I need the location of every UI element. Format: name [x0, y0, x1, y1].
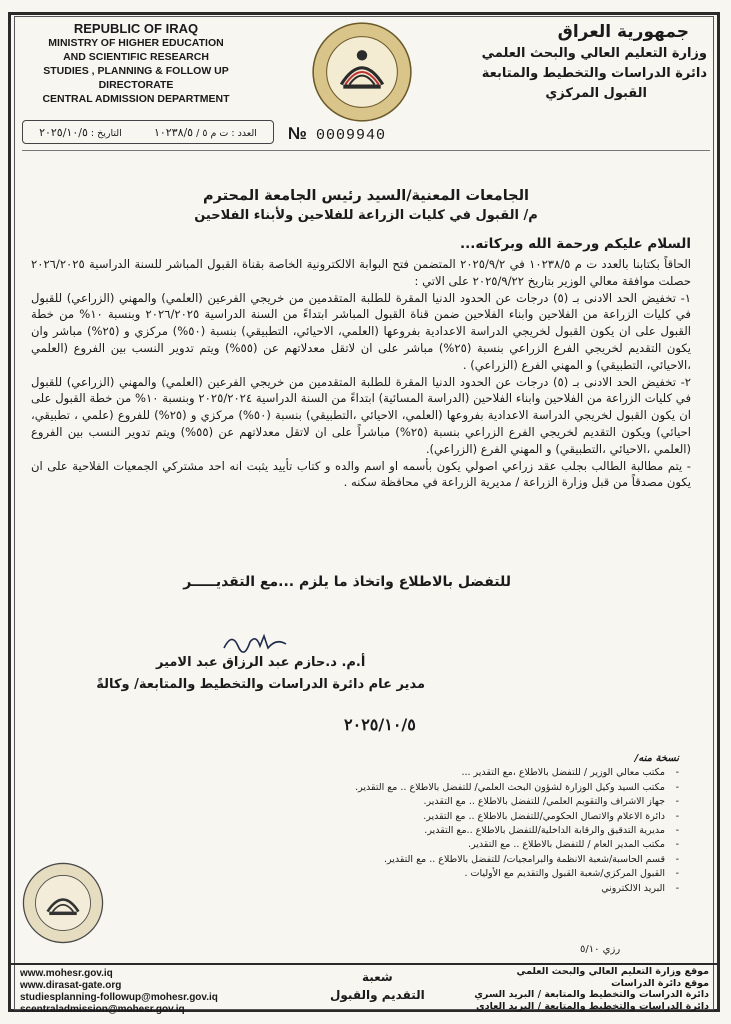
signer-block [96, 652, 425, 696]
ministry-seal-icon [310, 20, 414, 124]
signature-icon [220, 628, 290, 654]
ref-date-value: ٢٠٢٥/١٠/٥ [39, 125, 88, 139]
header-divider [22, 150, 710, 151]
footer-label: موقع وزارة التعليم العالي والبحث العلمي [516, 966, 709, 977]
paragraph-item-2: ٢- تخفيض الحد الادنى بـ (٥) درجات عن الحدود الدنيا المقرة للطلبة المتقدمين من خريجي الفرعين (العلمي) والمهني (الزراعي) للقبول في كليات الزراعة من الفلاحين وابناء الفلاحين (الدراسة المسائية) ابتداءً من السنة الدراسية ٢٠٢٥/٢٠٢٤ وبنسبة ١٠% من خطة القبول على ان يكون القبول لخريجي الدراسة الاعدادية بفروعها (العلمي، الاحيائي ،التطبيقي) بنسبة (٥٠%) مركزي و (٢٥%) للفروع (علمي ، تطبيقي، احيائي) ويكون التقديم لخريجي الفرع الزراعي بنسبة (٢٥%) مباشراً على ان لاتقل معدلاتهم عن (٥٥%) ويتم تدوير النسب بين الفروع (العلمي ،الاحيائي ،التطبيقي) و المهني الفرع (الزراعي). [31, 374, 691, 456]
ref-number-label: العدد : ت م ٥ / [196, 127, 257, 139]
copy-item: - مكتب المدير العام / للتفضل بالاطلاع .. مع التقدير. [79, 838, 665, 852]
footer-link[interactable]: scentraladmission@mohesr.gov.iq [20, 1004, 185, 1015]
serial-label: № [288, 124, 308, 143]
header-en-line2: MINISTRY OF HIGHER EDUCATION [48, 37, 224, 49]
header-arabic [457, 20, 707, 104]
copy-item: - قسم الحاسبة/شعبة الانظمة والبرامجيات/ للتفضل بالاطلاع .. مع التقدير. [79, 853, 665, 867]
header-en-line3: AND SCIENTIFIC RESEARCH [63, 51, 209, 63]
footer-label: دائرة الدراسات والتخطيط والمتابعة / البريد العادي [475, 1000, 709, 1012]
header-en-line4: STUDIES , PLANNING & FOLLOW UP DIRECTORATE [43, 65, 229, 91]
header-en-line1: REPUBLIC OF IRAQ [73, 21, 199, 36]
copy-item: - مكتب معالي الوزير / للتفضل بالاطلاع ،مع التقدير ... [79, 766, 665, 780]
footer-links [20, 968, 218, 1016]
paragraph-requirement: - يتم مطالبة الطالب بجلب عقد زراعي اصولي يكون بأسمه او اسم والده و كتاب تأييد يثبت انه احد مشتركي الجمعيات الفلاحية على ان يكون مصدقاً من قبل وزارة الزراعة / مديرية الزراعة في محافظة سكنه . [31, 458, 691, 490]
header-ar-line1: جمهورية العراق [557, 22, 689, 42]
copy-item: - البريد الالكتروني [79, 882, 665, 896]
signer-name: أ.م. د.حازم عبد الرزاق عبد الامير [155, 655, 366, 670]
footer-section-line: التقديم والقبول [330, 988, 425, 1002]
copy-item: - مكتب السيد وكيل الوزارة لشؤون البحث العلمي/ للتفضل بالاطلاع .. مع التقدير. [79, 781, 665, 795]
footer-section-line: شعبة [361, 970, 393, 984]
copies-list [79, 752, 679, 896]
ministry-stamp-icon [20, 860, 106, 946]
serial-value: 0009940 [315, 127, 386, 144]
reference-box [22, 120, 274, 144]
copy-item: - دائرة الاعلام والاتصال الحكومي/للتفضل بالاطلاع .. مع التقدير. [79, 810, 665, 824]
recipient: الجامعات المعنية/السيد رئيس الجامعة المحترم [202, 188, 530, 204]
handwritten-date: ٢٠٢٥/١٠/٥ [344, 715, 416, 734]
ref-date-label: التاريخ : [90, 127, 122, 139]
header-ar-line4: القبول المركزي [545, 86, 647, 101]
copy-item: - مديرية التدقيق والرقابة الداخلية/للتفضل بالاطلاع ..مع التقدير. [79, 824, 665, 838]
copy-item: - القبول المركزي/شعبة القبول والتقديم مع الأوليات . [79, 867, 665, 881]
footer-label: موقع دائرة الدراسات [611, 977, 709, 989]
letter-body [31, 256, 691, 491]
copy-item: - جهاز الاشراف والتقويم العلمي/ للتفضل بالاطلاع .. مع التقدير. [79, 795, 665, 809]
footer-link[interactable]: studiesplanning-followup@mohesr.gov.iq [20, 992, 218, 1003]
header-english [16, 22, 256, 106]
header-en-line5: CENTRAL ADMISSION DEPARTMENT [42, 93, 230, 105]
header-ar-line3: دائرة الدراسات والتخطيط والمتابعة [481, 66, 707, 81]
paragraph-item-1: ١- تخفيض الحد الادنى بـ (٥) درجات عن الحدود الدنيا المقرة للطلبة المتقدمين من خريجي الفرعين (العلمي) والمهني (الزراعي) للقبول في كليات الزراعة من الفلاحين وابناء الفلاحين ضمن قناة القبول المباشر ابتداءً من السنة الدراسية ٢٠٢٦/٢٠٢٥ وبنسبة ١٠% من خطة القبول على ان يكون القبول لخريجي الدراسة الاعدادية بفروعها (العلمي، الاحيائي، التطبيقي) بنسبة (٥٠%) مركزي و (٢٥%) مباشر وان يكون التقديم لخريجي الفرع الزراعي بنسبة (٢٥%) مباشر على ان لاتقل معدلاتهم عن (٥٥%) ويتم تدوير النسب بين الفروع (العلمي ،الاحيائي، التطبيقي) و المهني الفرع (الزراعي) . [31, 290, 691, 372]
header-ar-line2: وزارة التعليم العالي والبحث العلمي [481, 46, 707, 61]
footer-section [330, 968, 425, 1004]
footer-label: دائرة الدراسات والتخطيط والمتابعة / البريد السري [474, 989, 709, 1001]
footer-divider [8, 963, 720, 965]
footer-link[interactable]: www.dirasat-gate.org [20, 980, 122, 991]
serial-number [288, 124, 386, 144]
rooz-note: رزي ٥/١٠ [580, 944, 621, 955]
greeting: السلام عليكم ورحمة الله وبركاته... [459, 236, 691, 252]
footer-labels [474, 966, 709, 1012]
footer-link[interactable]: www.mohesr.gov.iq [20, 968, 113, 979]
ref-number-value: ١٠٢٣٨/٥ [153, 125, 194, 139]
closing-line: للتفضل بالاطلاع واتخاذ ما يلزم ...مع التقديـــــر [183, 574, 511, 590]
paragraph-intro: الحاقاً بكتابنا بالعدد ت م ١٠٢٣٨/٥ في ٢٠٢٥/٩/٢ المتضمن فتح البوابة الالكترونية الخاصة بقناة القبول المباشر للسنة الدراسية ٢٠٢٦/٢٠٢٥ حصلت موافقة معالي الوزير بتاريخ ٢٠٢٥/٩/٢٢ على الاتي : [31, 257, 691, 288]
copies-title: نسخة منه/ [634, 753, 679, 764]
subject: م/ القبول في كليات الزراعة للفلاحين ولأبناء الفلاحين [194, 208, 538, 223]
signer-title: مدير عام دائرة الدراسات والتخطيط والمتابعة/ وكالةً [96, 677, 425, 692]
